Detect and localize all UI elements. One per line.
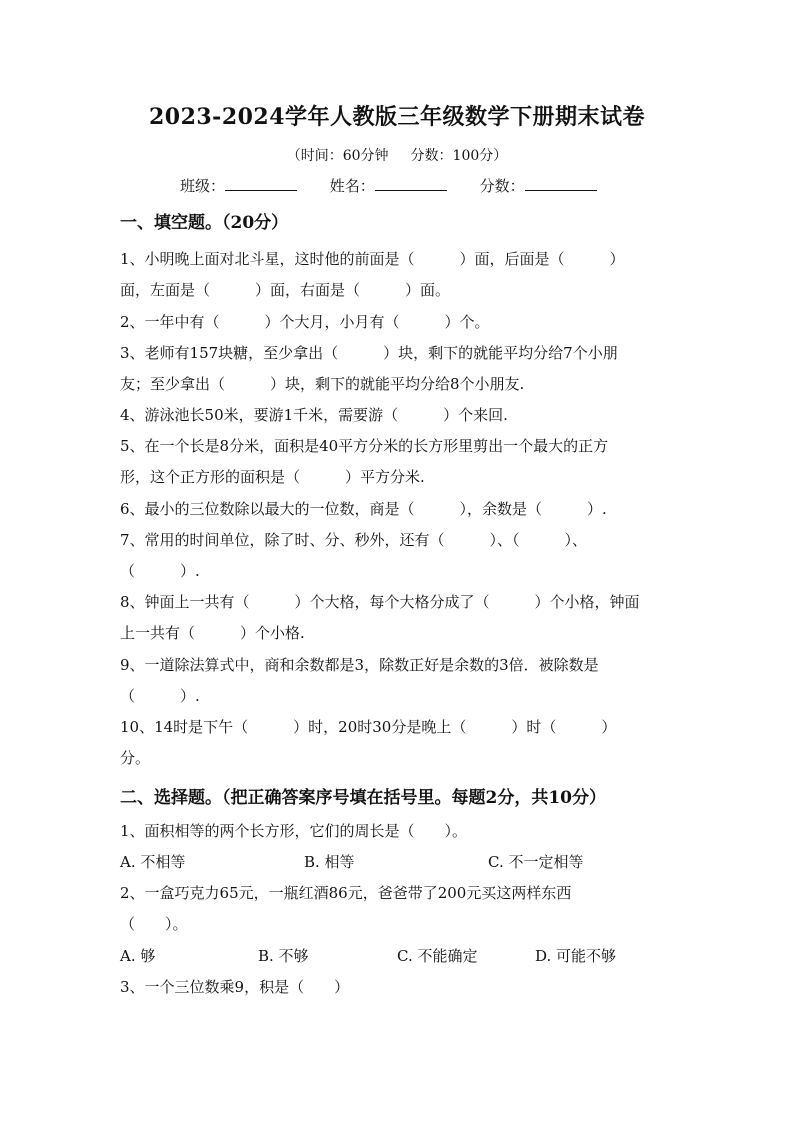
- question-line: 10、14时是下午（ ）时，20时30分是晚上（ ）时（ ）: [120, 718, 617, 736]
- question-line: 1、面积相等的两个长方形，它们的周长是（ ）。: [120, 822, 468, 840]
- option-a: A. 够: [120, 947, 156, 965]
- option-b: B. 相等: [304, 853, 355, 871]
- time-limit: （时间：60分钟: [286, 148, 389, 164]
- question-line: 9、一道除法算式中，商和余数都是3，除数正好是余数的3倍．被除数是: [120, 656, 599, 674]
- name-label: 姓名：: [329, 177, 375, 195]
- question-line: 1、小明晚上面对北斗星，这时他的前面是（ ）面，后面是（ ）: [120, 250, 625, 268]
- total-score: 分数：100分）: [410, 148, 508, 164]
- class-label: 班级：: [180, 177, 226, 195]
- question-line: 5、在一个长是8分米，面积是40平方分米的长方形里剪出一个最大的正方: [120, 437, 609, 455]
- question-line: 2、一盒巧克力65元，一瓶红酒86元，爸爸带了200元买这两样东西: [120, 884, 572, 902]
- option-d: D. 可能不够: [535, 947, 617, 965]
- score-field: [480, 175, 597, 196]
- question-line: （ ）。: [120, 915, 188, 933]
- section-heading-multiple-choice: 二、选择题。（把正确答案序号填在括号里。每题2分，共10分）: [120, 788, 606, 808]
- question-line: 3、老师有157块糖，至少拿出（ ）块，剩下的就能平均分给7个小朋: [120, 344, 618, 362]
- option-c: C. 不一定相等: [488, 853, 584, 871]
- option-c: C. 不能确定: [397, 947, 478, 965]
- class-field: [180, 175, 297, 196]
- question-line: 6、最小的三位数除以最大的一位数，商是（ ），余数是（ ）.: [120, 500, 607, 518]
- question-line: 分。: [120, 749, 151, 767]
- exam-subtitle: [0, 145, 794, 165]
- option-a: A. 不相等: [120, 853, 186, 871]
- question-line: 友；至少拿出（ ）块，剩下的就能平均分给8个小朋友.: [120, 375, 525, 393]
- question-line: 3、一个三位数乘9，积是（ ）: [120, 978, 350, 996]
- question-line: 2、一年中有（ ）个大月，小月有（ ）个。: [120, 313, 490, 331]
- page-title: 2023-2024学年人教版三年级数学下册期末试卷: [148, 104, 646, 130]
- name-blank[interactable]: [375, 176, 447, 191]
- class-blank[interactable]: [225, 176, 297, 191]
- score-label: 分数：: [479, 177, 525, 195]
- question-line: （ ）.: [120, 562, 200, 580]
- name-field: [330, 175, 447, 196]
- section-heading-fill-in: 一、填空题。（20分）: [120, 213, 289, 233]
- question-line: 面，左面是（ ）面，右面是（ ）面。: [120, 281, 451, 299]
- question-line: 7、常用的时间单位，除了时、分、秒外，还有（ ）、（ ）、: [120, 531, 588, 549]
- question-line: 8、钟面上一共有（ ）个大格，每个大格分成了（ ）个小格，钟面: [120, 593, 640, 611]
- score-blank[interactable]: [525, 176, 597, 191]
- question-line: 4、游泳池长50米，要游1千米，需要游（ ）个来回.: [120, 406, 508, 424]
- question-line: 形，这个正方形的面积是（ ）平方分米.: [120, 468, 425, 486]
- question-line: 上一共有（ ）个小格.: [120, 624, 305, 642]
- question-line: （ ）.: [120, 687, 200, 705]
- student-info-row: [180, 175, 625, 196]
- option-b: B. 不够: [258, 947, 309, 965]
